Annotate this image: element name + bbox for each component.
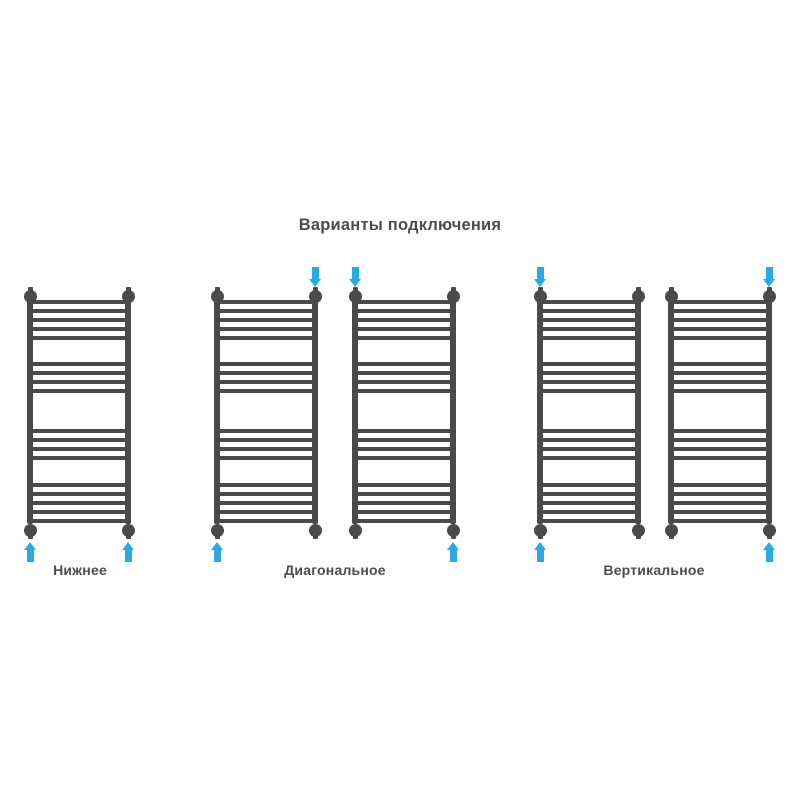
rung: [217, 327, 315, 331]
rung: [217, 501, 315, 505]
rung: [540, 483, 638, 487]
rung-group: [671, 362, 769, 393]
arrow-stem: [537, 550, 544, 562]
rung: [30, 438, 128, 442]
rung-group: [540, 483, 638, 523]
rung: [217, 371, 315, 375]
rung-group: [671, 483, 769, 523]
rung: [540, 501, 638, 505]
connection-arrow-top-right-icon: [309, 267, 322, 287]
rung: [217, 380, 315, 384]
rung: [30, 510, 128, 514]
rung: [355, 501, 453, 505]
rung-group: [30, 300, 128, 340]
connection-arrow-bottom-left-icon: [534, 542, 547, 562]
rung-group: [30, 362, 128, 393]
arrow-stem: [352, 267, 359, 279]
rung: [30, 492, 128, 496]
rung: [540, 318, 638, 322]
towel-rail-radiator: [214, 288, 318, 538]
connection-arrow-bottom-right-icon: [122, 542, 135, 562]
rung: [671, 501, 769, 505]
rung: [217, 438, 315, 442]
rung: [355, 336, 453, 340]
towel-rail-radiator: [352, 288, 456, 538]
rung: [671, 483, 769, 487]
rung: [217, 483, 315, 487]
rung: [30, 501, 128, 505]
arrow-head: [534, 279, 546, 287]
arrow-stem: [766, 550, 773, 562]
rung-group: [540, 362, 638, 393]
arrow-stem: [125, 550, 132, 562]
variant-label: Диагональное: [284, 562, 386, 578]
arrow-head: [309, 279, 321, 287]
rung: [355, 456, 453, 460]
rung: [671, 519, 769, 523]
rung: [30, 371, 128, 375]
rung: [671, 300, 769, 304]
bottom-fitting-right: [122, 524, 135, 537]
rung: [355, 447, 453, 451]
rung: [217, 447, 315, 451]
rung: [540, 438, 638, 442]
rung-group: [671, 429, 769, 460]
arrow-head: [122, 542, 134, 550]
rung: [671, 318, 769, 322]
rung: [30, 380, 128, 384]
rung: [671, 380, 769, 384]
rung: [540, 300, 638, 304]
rung-group: [217, 300, 315, 340]
variant-label: Нижнее: [53, 562, 107, 578]
rung-area: [540, 300, 638, 523]
rung: [540, 309, 638, 313]
rung-group: [217, 362, 315, 393]
bottom-fitting-left: [534, 524, 547, 537]
rung: [30, 519, 128, 523]
rung: [540, 336, 638, 340]
rung-group: [540, 429, 638, 460]
rung: [355, 519, 453, 523]
rung: [671, 510, 769, 514]
arrow-head: [763, 279, 775, 287]
connection-arrow-top-right-icon: [763, 267, 776, 287]
arrow-stem: [312, 267, 319, 279]
rung: [217, 362, 315, 366]
rung-group: [217, 429, 315, 460]
rung: [217, 492, 315, 496]
rung: [671, 438, 769, 442]
rung: [671, 389, 769, 393]
rung: [217, 389, 315, 393]
rung: [671, 429, 769, 433]
rung: [355, 438, 453, 442]
diagram-title: Варианты подключения: [298, 216, 502, 234]
rung: [355, 309, 453, 313]
rung: [355, 492, 453, 496]
rung-group: [30, 483, 128, 523]
connection-arrow-top-left-icon: [534, 267, 547, 287]
rung: [540, 519, 638, 523]
rung: [540, 447, 638, 451]
rung-group: [30, 429, 128, 460]
rung-group: [355, 362, 453, 393]
rung: [355, 510, 453, 514]
rung-area: [355, 300, 453, 523]
rung: [540, 327, 638, 331]
bottom-fitting-right: [632, 524, 645, 537]
arrow-stem: [766, 267, 773, 279]
rung: [540, 429, 638, 433]
rung-group: [540, 300, 638, 340]
towel-rail-radiator: [668, 288, 772, 538]
rung: [671, 336, 769, 340]
bottom-fitting-left: [211, 524, 224, 537]
rung: [355, 389, 453, 393]
rung: [671, 456, 769, 460]
connection-arrow-bottom-left-icon: [211, 542, 224, 562]
rung: [671, 362, 769, 366]
rung: [30, 447, 128, 451]
rung-group: [355, 300, 453, 340]
arrow-head: [24, 542, 36, 550]
rung: [217, 309, 315, 313]
rung: [30, 483, 128, 487]
arrow-head: [534, 542, 546, 550]
rung-group: [355, 483, 453, 523]
rung-group: [671, 300, 769, 340]
rung: [30, 300, 128, 304]
rung: [355, 380, 453, 384]
arrow-stem: [214, 550, 221, 562]
rung: [355, 318, 453, 322]
arrow-stem: [450, 550, 457, 562]
rung: [217, 318, 315, 322]
bottom-fitting-left: [24, 524, 37, 537]
rung: [671, 309, 769, 313]
bottom-fitting-left: [665, 524, 678, 537]
rung: [30, 336, 128, 340]
rung: [30, 318, 128, 322]
rung: [30, 362, 128, 366]
arrow-head: [211, 542, 223, 550]
connection-arrow-top-left-icon: [349, 267, 362, 287]
rung: [540, 456, 638, 460]
connection-arrow-bottom-right-icon: [763, 542, 776, 562]
rung: [217, 336, 315, 340]
rung: [540, 510, 638, 514]
rung: [355, 429, 453, 433]
rung: [30, 389, 128, 393]
bottom-fitting-left: [349, 524, 362, 537]
rung-area: [30, 300, 128, 523]
rung: [217, 519, 315, 523]
variant-label: Вертикальное: [603, 562, 705, 578]
arrow-head: [349, 279, 361, 287]
towel-rail-radiator: [537, 288, 641, 538]
rung-group: [217, 483, 315, 523]
arrow-head: [763, 542, 775, 550]
rung: [671, 327, 769, 331]
rung: [217, 300, 315, 304]
rung: [217, 429, 315, 433]
rung: [30, 309, 128, 313]
rung: [217, 456, 315, 460]
rung: [30, 456, 128, 460]
rung: [355, 362, 453, 366]
arrow-head: [447, 542, 459, 550]
bottom-fitting-right: [447, 524, 460, 537]
rung: [355, 327, 453, 331]
arrow-stem: [537, 267, 544, 279]
rung: [217, 510, 315, 514]
rung: [355, 300, 453, 304]
rung: [671, 492, 769, 496]
rung-area: [671, 300, 769, 523]
rung: [671, 447, 769, 451]
connection-arrow-bottom-right-icon: [447, 542, 460, 562]
rung: [355, 483, 453, 487]
rung: [540, 362, 638, 366]
arrow-stem: [27, 550, 34, 562]
rung: [540, 389, 638, 393]
rung: [540, 371, 638, 375]
rung: [30, 327, 128, 331]
rung: [671, 371, 769, 375]
rung: [540, 492, 638, 496]
rung-area: [217, 300, 315, 523]
rung: [30, 429, 128, 433]
connection-arrow-bottom-left-icon: [24, 542, 37, 562]
bottom-fitting-right: [763, 524, 776, 537]
towel-rail-radiator: [27, 288, 131, 538]
rung: [540, 380, 638, 384]
bottom-fitting-right: [309, 524, 322, 537]
rung: [355, 371, 453, 375]
rung-group: [355, 429, 453, 460]
